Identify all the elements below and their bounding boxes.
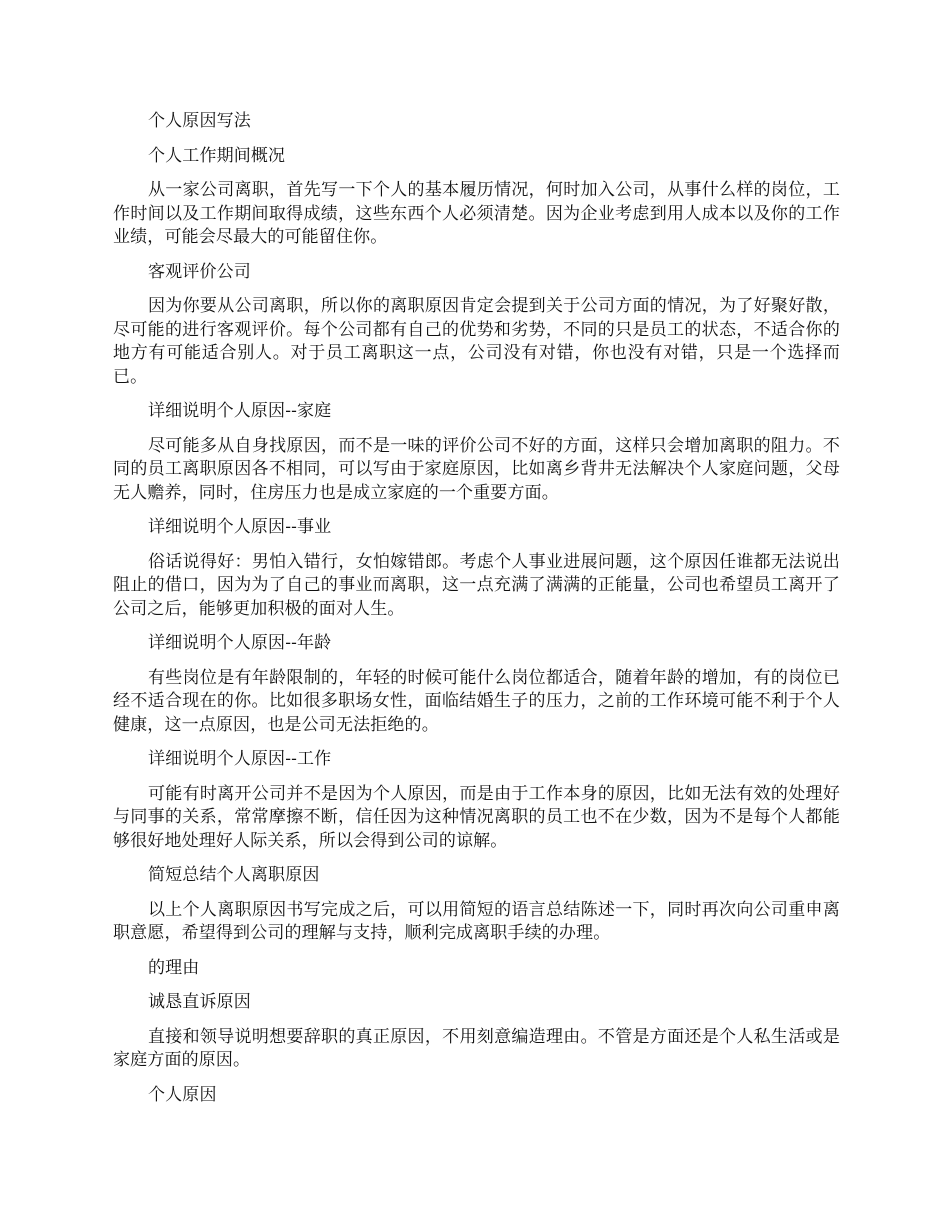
section-heading: 的理由 xyxy=(148,957,200,978)
section-heading: 简短总结个人离职原因 xyxy=(148,865,320,885)
section-heading: 客观评价公司 xyxy=(148,261,251,282)
paragraph: 因为你要从公司离职，所以你的离职原因肯定会提到关于公司方面的情况，为了好聚好散，尽可能的进行客观评价。每个公司都有自己的优势和劣势，不同的只是员工的状态，不适合你的地方有可能适合别人。对于员工离职这一点，公司没有对错，你也没有对错，只是一个选择而已。 xyxy=(113,296,840,387)
paragraph: 尽可能多从自身找原因，而不是一味的评价公司不好的方面，这样只会增加离职的阻力。不同的员工离职原因各不相同，可以写由于家庭原因，比如离乡背井无法解决个人家庭问题，父母无人赡养，同时，住房压力也是成立家庭的一个重要方面。 xyxy=(113,435,840,503)
paragraph: 直接和领导说明想要辞职的真正原因，不用刻意编造理由。不管是方面还是个人私生活或是家庭方面的原因。 xyxy=(113,1026,840,1070)
paragraph: 可能有时离开公司并不是因为个人原因，而是由于工作本身的原因，比如无法有效的处理好与同事的关系，常常摩擦不断，信任因为这种情况离职的员工也不在少数，因为不是每个人都能够很好地处理好人际关系，所以会得到公司的谅解。 xyxy=(113,783,840,851)
paragraph: 从一家公司离职，首先写一下个人的基本履历情况，何时加入公司，从事什么样的岗位，工作时间以及工作期间取得成绩，这些东西个人必须清楚。因为企业考虑到用人成本以及你的工作业绩，可能会尽最大的可能留住你。 xyxy=(113,180,840,247)
section-heading: 个人原因 xyxy=(148,1084,217,1105)
section-heading: 详细说明个人原因--工作 xyxy=(148,749,332,769)
section-heading: 详细说明个人原因--年龄 xyxy=(148,633,332,653)
section-heading: 个人工作期间概况 xyxy=(148,145,286,166)
document-page xyxy=(113,110,840,1118)
paragraph: 以上个人离职原因书写完成之后，可以用简短的语言总结陈述一下，同时再次向公司重申离职意愿，希望得到公司的理解与支持，顺利完成离职手续的办理。 xyxy=(113,899,840,943)
paragraph: 有些岗位是有年龄限制的，年轻的时候可能什么岗位都适合，随着年龄的增加，有的岗位已经不适合现在的你。比如很多职场女性，面临结婚生子的压力，之前的工作环境可能不利于个人健康，这一点原因，也是公司无法拒绝的。 xyxy=(113,667,840,735)
section-heading: 诚恳直诉原因 xyxy=(148,992,251,1012)
section-heading: 个人原因写法 xyxy=(148,111,251,131)
paragraph: 俗话说得好：男怕入错行，女怕嫁错郎。考虑个人事业进展问题，这个原因任谁都无法说出阻止的借口，因为为了自己的事业而离职，这一点充满了满满的正能量，公司也希望员工离开了公司之后，能够更加积极的面对人生。 xyxy=(113,551,840,619)
section-heading: 详细说明个人原因--事业 xyxy=(148,517,332,537)
section-heading: 详细说明个人原因--家庭 xyxy=(148,401,332,421)
